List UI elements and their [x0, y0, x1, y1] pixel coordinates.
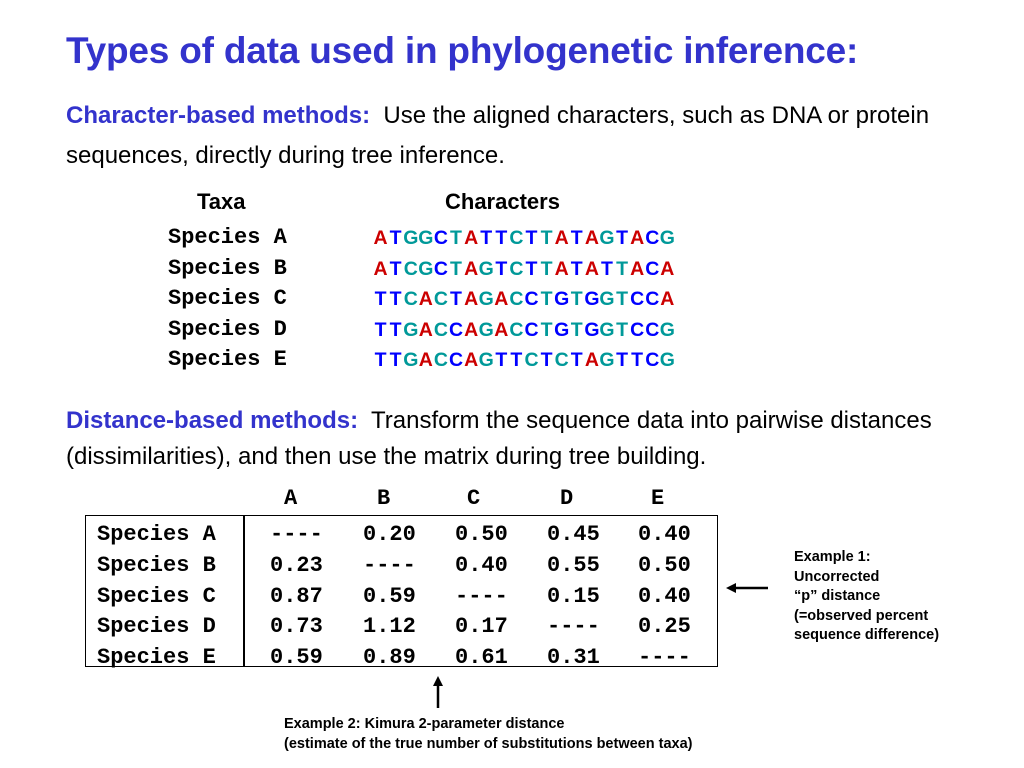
matrix-row-label: Species C — [97, 583, 216, 609]
matrix-row-label: Species A — [97, 522, 216, 547]
matrix-cell: 0.40 — [638, 522, 691, 547]
matrix-cell: ---- — [638, 645, 691, 671]
characters-header: Characters — [445, 189, 560, 214]
matrix-cell: 0.40 — [638, 583, 691, 609]
matrix-cell: 0.23 — [270, 552, 323, 578]
matrix-cell: 0.15 — [547, 583, 600, 609]
matrix-cell: 0.55 — [547, 552, 600, 578]
matrix-cell: ---- — [363, 552, 416, 578]
matrix-cell: 0.59 — [270, 645, 323, 671]
matrix-row-label: Species B — [97, 552, 216, 578]
character-methods-lead: Character-based methods: — [66, 102, 371, 129]
example1-line: sequence difference) — [794, 627, 940, 643]
matrix-cell: ---- — [270, 522, 323, 547]
taxon-name: Species E — [168, 347, 287, 372]
sequence-row: T TGACCAGT T C T C T AGT T CG — [374, 349, 675, 371]
example1-line: Uncorrected — [794, 568, 880, 585]
matrix-cell: 0.17 — [455, 614, 508, 640]
distance-methods-text: Transform the sequence data into pairwise distances (dissimilarities), and then use the matrix during tree building. — [66, 407, 932, 470]
taxa-header: Taxa — [197, 189, 246, 214]
matrix-cell: 1.12 — [363, 614, 416, 640]
taxon-name: Species B — [168, 255, 287, 281]
matrix-column-header: B — [377, 486, 391, 511]
character-methods-paragraph — [66, 96, 986, 176]
example1-line: (=observed percent — [794, 607, 929, 624]
example1-line: Example 1: — [794, 549, 871, 565]
matrix-cell: 0.50 — [455, 522, 508, 547]
matrix-cell: 0.87 — [270, 583, 323, 609]
taxon-name: Species D — [168, 316, 287, 342]
matrix-cell: 0.31 — [547, 645, 600, 671]
matrix-column-header: A — [284, 486, 298, 511]
left-arrow-icon — [726, 580, 770, 596]
matrix-cell: 0.61 — [455, 645, 508, 671]
matrix-cell: 0.89 — [363, 645, 416, 671]
page-title: Types of data used in phylogenetic inference: — [66, 30, 859, 71]
matrix-cell: ---- — [547, 614, 600, 640]
distance-methods-paragraph — [66, 403, 986, 475]
sequence-row: T T CAC T AGACC TGTGGT CCA — [374, 288, 675, 310]
matrix-cell: 0.25 — [638, 614, 691, 640]
example1-note — [794, 548, 939, 646]
sequence-row: T TGACCAGACC TGTGGT CCG — [374, 318, 675, 341]
matrix-cell: 0.20 — [363, 522, 416, 547]
matrix-cell: 0.73 — [270, 614, 323, 640]
character-methods-text: Use the aligned characters, such as DNA or protein sequences, directly during tree inference. — [66, 102, 930, 169]
matrix-cell: 0.59 — [363, 583, 416, 609]
taxon-name: Species A — [168, 225, 287, 250]
matrix-cell: ---- — [455, 583, 508, 609]
example2-line: (estimate of the true number of substitutions between taxa) — [284, 735, 693, 752]
sequence-row: A T CGC T AGT C T T A T A T T ACA — [373, 257, 675, 280]
matrix-cell: 0.45 — [547, 522, 600, 547]
matrix-cell: 0.50 — [638, 552, 691, 578]
distance-matrix-divider — [243, 515, 245, 667]
matrix-column-header: D — [560, 486, 574, 511]
matrix-row-label: Species D — [97, 614, 216, 640]
taxon-name: Species C — [168, 286, 287, 311]
matrix-cell: 0.40 — [455, 552, 508, 578]
example1-line: “p” distance — [794, 588, 881, 604]
distance-methods-lead: Distance-based methods: — [66, 407, 359, 434]
matrix-row-label: Species E — [97, 645, 216, 671]
matrix-column-header: E — [651, 486, 665, 511]
up-arrow-icon — [430, 676, 446, 708]
matrix-column-header: C — [467, 486, 481, 511]
sequence-row: A TGGC T A T T C T T A T AGT ACG — [373, 227, 675, 249]
example2-line: Example 2: Kimura 2-parameter distance — [284, 716, 565, 732]
example2-note — [284, 715, 692, 754]
